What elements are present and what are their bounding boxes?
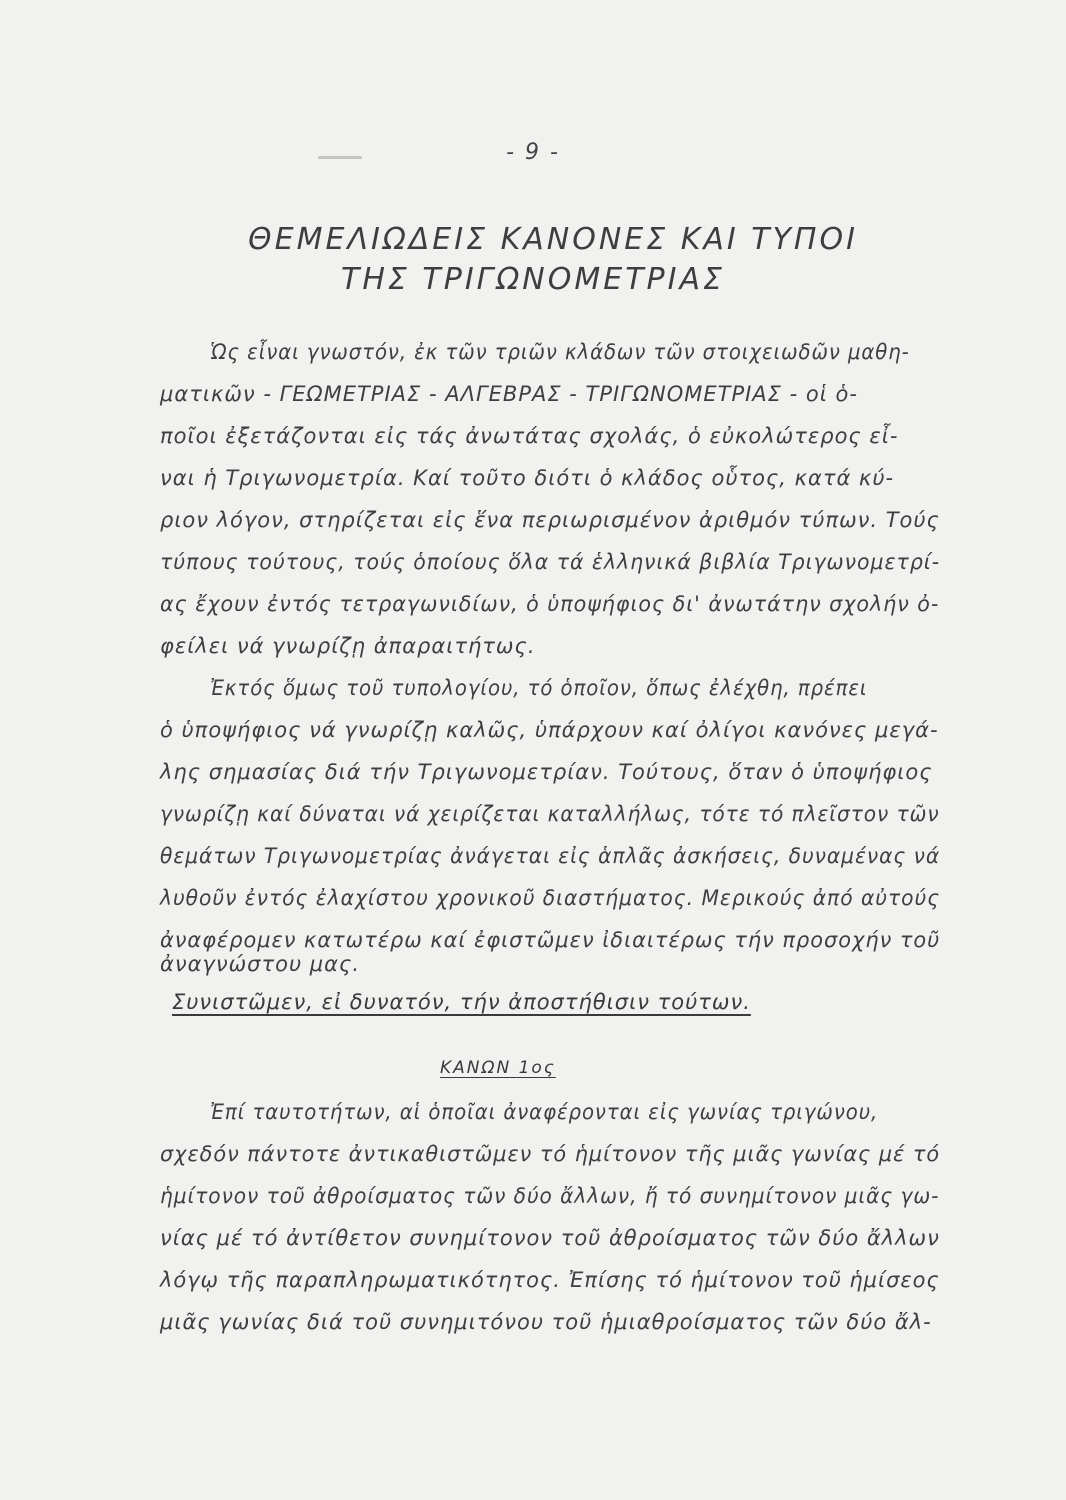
paragraph-2-line: θεμάτων Τριγωνομετρίας ἀνάγεται εἰς ἁπλᾶς ἀσκήσεις, δυναμένας νά — [160, 844, 941, 868]
paragraph-3-line: μιᾶς γωνίας διά τοῦ συνημιτόνου τοῦ ἡμιαθροίσματος τῶν δύο ἄλ- — [160, 1310, 932, 1334]
paragraph-3-line: ἡμίτονον τοῦ ἀθροίσματος τῶν δύο ἄλλων, ἤ τό συνημίτονον μιᾶς γω- — [160, 1184, 940, 1208]
paragraph-2-line: λης σημασίας διά τήν Τριγωνομετρίαν. Τούτους, ὅταν ὁ ὑποψήφιος — [160, 760, 933, 784]
paragraph-2-line: ἀναφέρομεν κατωτέρω καί ἐφιστῶμεν ἰδιαιτέρως τήν προσοχήν τοῦ — [160, 928, 941, 952]
paragraph-1-line: ματικῶν - ΓΕΩΜΕΤΡΙΑΣ - ΑΛΓΕΒΡΑΣ - ΤΡΙΓΩΝΟΜΕΤΡΙΑΣ - οἱ ὁ- — [160, 382, 858, 406]
paragraph-1-line: ας ἔχουν ἐντός τετραγωνιδίων, ὁ ὑποψήφιος δι' ἀνωτάτην σχολήν ὀ- — [160, 592, 940, 616]
paragraph-3-line: λόγῳ τῆς παραπληρωματικότητος. Ἐπίσης τό ἡμίτονον τοῦ ἡμίσεος — [160, 1268, 940, 1292]
paragraph-2-line: γνωρίζῃ καί δύναται νά χειρίζεται καταλλήλως, τότε τό πλεῖστον τῶν — [160, 802, 940, 826]
paragraph-3-line: σχεδόν πάντοτε ἀντικαθιστῶμεν τό ἡμίτονον τῆς μιᾶς γωνίας μέ τό — [160, 1142, 941, 1166]
rule-heading: ΚΑΝΩΝ 1ος — [440, 1058, 556, 1078]
title-line-1: ΘΕΜΕΛΙΩΔΕΙΣ ΚΑΝΟΝΕΣ ΚΑΙ ΤΥΠΟΙ — [248, 222, 858, 257]
paragraph-1-line: φείλει νά γνωρίζῃ ἀπαραιτήτως. — [160, 634, 536, 658]
paragraph-2-line: ὁ ὑποψήφιος νά γνωρίζῃ καλῶς, ὑπάρχουν καί ὀλίγοι κανόνες μεγά- — [160, 718, 939, 742]
paragraph-2-line: λυθοῦν ἐντός ἐλαχίστου χρονικοῦ διαστήματος. Μερικούς ἀπό αὐτούς — [160, 886, 941, 910]
paragraph-3-line: Ἐπί ταυτοτήτων, αἱ ὁποῖαι ἀναφέρονται εἰς γωνίας τριγώνου, — [210, 1100, 879, 1124]
page-number: - 9 - — [506, 140, 560, 165]
paragraph-2-line: Ἐκτός ὅμως τοῦ τυπολογίου, τό ὁποῖον, ὅπως ἐλέχθη, πρέπει — [210, 676, 868, 700]
paragraph-3-line: νίας μέ τό ἀντίθετον συνημίτονον τοῦ ἀθροίσματος τῶν δύο ἄλλων — [160, 1226, 940, 1250]
advice-note: Συνιστῶμεν, εἰ δυνατόν, τήν ἀποστήθισιν τούτων. — [172, 990, 751, 1014]
paragraph-1-line: ποῖοι ἐξετάζονται εἰς τάς ἀνωτάτας σχολάς, ὁ εὐκολώτερος εἶ- — [160, 424, 899, 448]
paragraph-1-line: Ὡς εἶναι γνωστόν, ἐκ τῶν τριῶν κλάδων τῶν στοιχειωδῶν μαθη- — [210, 340, 910, 364]
paragraph-1-line: τύπους τούτους, τούς ὁποίους ὅλα τά ἑλληνικά βιβλία Τριγωνομετρί- — [160, 550, 941, 574]
paragraph-1-line: ριον λόγον, στηρίζεται εἰς ἕνα περιωρισμένον ἀριθμόν τύπων. Τούς — [160, 508, 940, 532]
title-line-2: ΤΗΣ ΤΡΙΓΩΝΟΜΕΤΡΙΑΣ — [341, 262, 725, 297]
paragraph-2-line: ἀναγνώστου μας. — [160, 952, 360, 976]
paragraph-1-line: ναι ἡ Τριγωνομετρία. Καί τοῦτο διότι ὁ κλάδος οὗτος, κατά κύ- — [160, 466, 895, 490]
